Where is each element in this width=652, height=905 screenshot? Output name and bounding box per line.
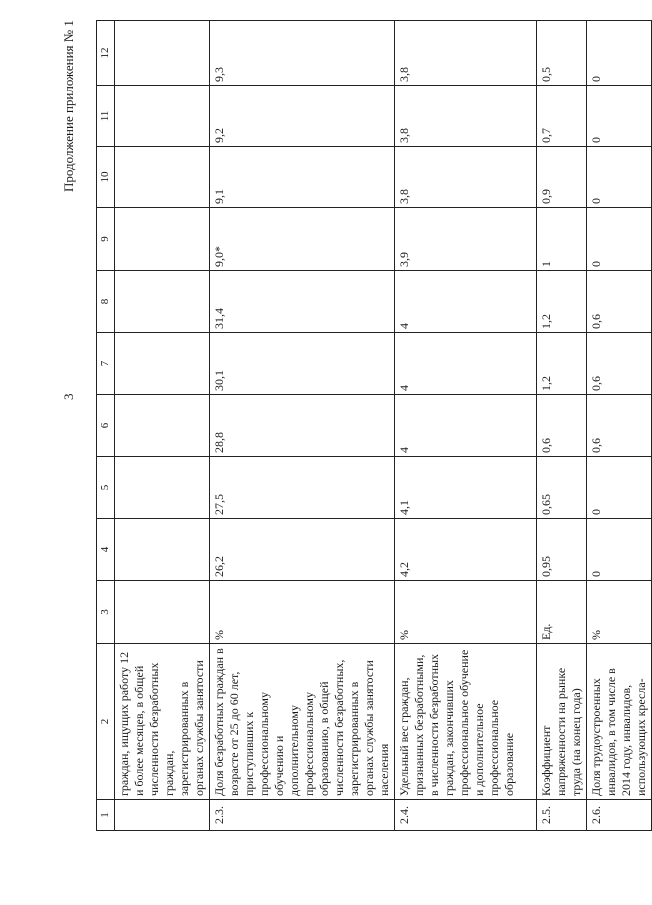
- value-cell: 3,8: [395, 147, 537, 208]
- unit-cell: [115, 581, 210, 644]
- row-number: 2.4.: [395, 800, 537, 831]
- value-cell: 1,2: [537, 271, 587, 333]
- value-cell: 0: [587, 21, 652, 86]
- indicator-description: Коэффициент напряженности на рынке труда (на конец года): [537, 644, 587, 800]
- appendix-caption: Продолжение приложения № 1: [61, 20, 76, 192]
- value-cell: 9,3: [210, 21, 395, 86]
- value-cell: 9,2: [210, 86, 395, 147]
- value-cell: 4: [395, 333, 537, 395]
- value-cell: 0: [587, 208, 652, 271]
- value-cell: 0,6: [537, 395, 587, 457]
- value-cell: 4,1: [395, 457, 537, 519]
- value-cell: 0,65: [537, 457, 587, 519]
- value-cell: 27,5: [210, 457, 395, 519]
- value-cell: [115, 271, 210, 333]
- value-cell: 3,8: [395, 21, 537, 86]
- value-cell: [115, 519, 210, 581]
- table-row: [537, 21, 587, 831]
- column-header: 1: [97, 800, 115, 831]
- value-cell: [115, 457, 210, 519]
- row-number: 2.6.: [587, 800, 652, 831]
- column-header: 8: [97, 271, 115, 333]
- value-cell: [115, 208, 210, 271]
- value-cell: 4: [395, 395, 537, 457]
- row-number: [115, 800, 210, 831]
- unit-cell: %: [395, 581, 537, 644]
- value-cell: 0,6: [587, 271, 652, 333]
- value-cell: 4: [395, 271, 537, 333]
- unit-cell: Ед.: [537, 581, 587, 644]
- value-cell: [115, 86, 210, 147]
- indicator-description: граждан, ищущих работу 12 и более месяцев, в общей численности безработных граждан, зарегистрированных в органах службы занятости: [115, 644, 210, 800]
- value-cell: 1: [537, 208, 587, 271]
- indicator-description: Доля безработных граждан в возрасте от 25 до 60 лет, приступивших к профессиональному обучению и дополнительному профессиональному образованию, в общей численности безработных, зарегистрированных в органах службы занятости населения: [210, 644, 395, 800]
- indicator-description: Доля трудоустроенных инвалидов, в том числе в 2014 году, инвалидов, использующих кресла-: [587, 644, 652, 800]
- value-cell: 0,9: [537, 147, 587, 208]
- column-header: 3: [97, 581, 115, 644]
- row-number: 2.3.: [210, 800, 395, 831]
- value-cell: 3,8: [395, 86, 537, 147]
- column-header: 12: [97, 21, 115, 86]
- value-cell: [115, 333, 210, 395]
- value-cell: 4,2: [395, 519, 537, 581]
- unit-cell: %: [587, 581, 652, 644]
- value-cell: 31,4: [210, 271, 395, 333]
- column-header: 4: [97, 519, 115, 581]
- value-cell: 30,1: [210, 333, 395, 395]
- value-cell: 9,0*: [210, 208, 395, 271]
- value-cell: [115, 147, 210, 208]
- value-cell: 0,7: [537, 86, 587, 147]
- value-cell: [115, 21, 210, 86]
- table-row: [115, 21, 210, 831]
- value-cell: 0: [587, 519, 652, 581]
- column-header: 5: [97, 457, 115, 519]
- value-cell: 9,1: [210, 147, 395, 208]
- indicator-description: Удельный вес граждан, признанных безработными, в численности безработных граждан, закончивших профессиональное обучение и дополнительное профессиональное образование: [395, 644, 537, 800]
- value-cell: 1,2: [537, 333, 587, 395]
- table-row: [587, 21, 652, 831]
- value-cell: 0,95: [537, 519, 587, 581]
- rotated-page: [0, 18, 648, 878]
- table-row: [210, 21, 395, 831]
- value-cell: 26,2: [210, 519, 395, 581]
- value-cell: 0: [587, 147, 652, 208]
- value-cell: 28,8: [210, 395, 395, 457]
- value-cell: 0,5: [537, 21, 587, 86]
- column-header: 2: [97, 644, 115, 800]
- value-cell: 0,6: [587, 333, 652, 395]
- value-cell: 0: [587, 86, 652, 147]
- unit-cell: %: [210, 581, 395, 644]
- value-cell: 3,9: [395, 208, 537, 271]
- indicators-table: [96, 20, 652, 831]
- column-header: 9: [97, 208, 115, 271]
- page-number: 3: [61, 393, 76, 400]
- table-row: [395, 21, 537, 831]
- column-number-row: [97, 21, 115, 831]
- value-cell: [115, 395, 210, 457]
- column-header: 10: [97, 147, 115, 208]
- value-cell: 0: [587, 457, 652, 519]
- row-number: 2.5.: [537, 800, 587, 831]
- value-cell: 0,6: [587, 395, 652, 457]
- column-header: 6: [97, 395, 115, 457]
- column-header: 7: [97, 333, 115, 395]
- column-header: 11: [97, 86, 115, 147]
